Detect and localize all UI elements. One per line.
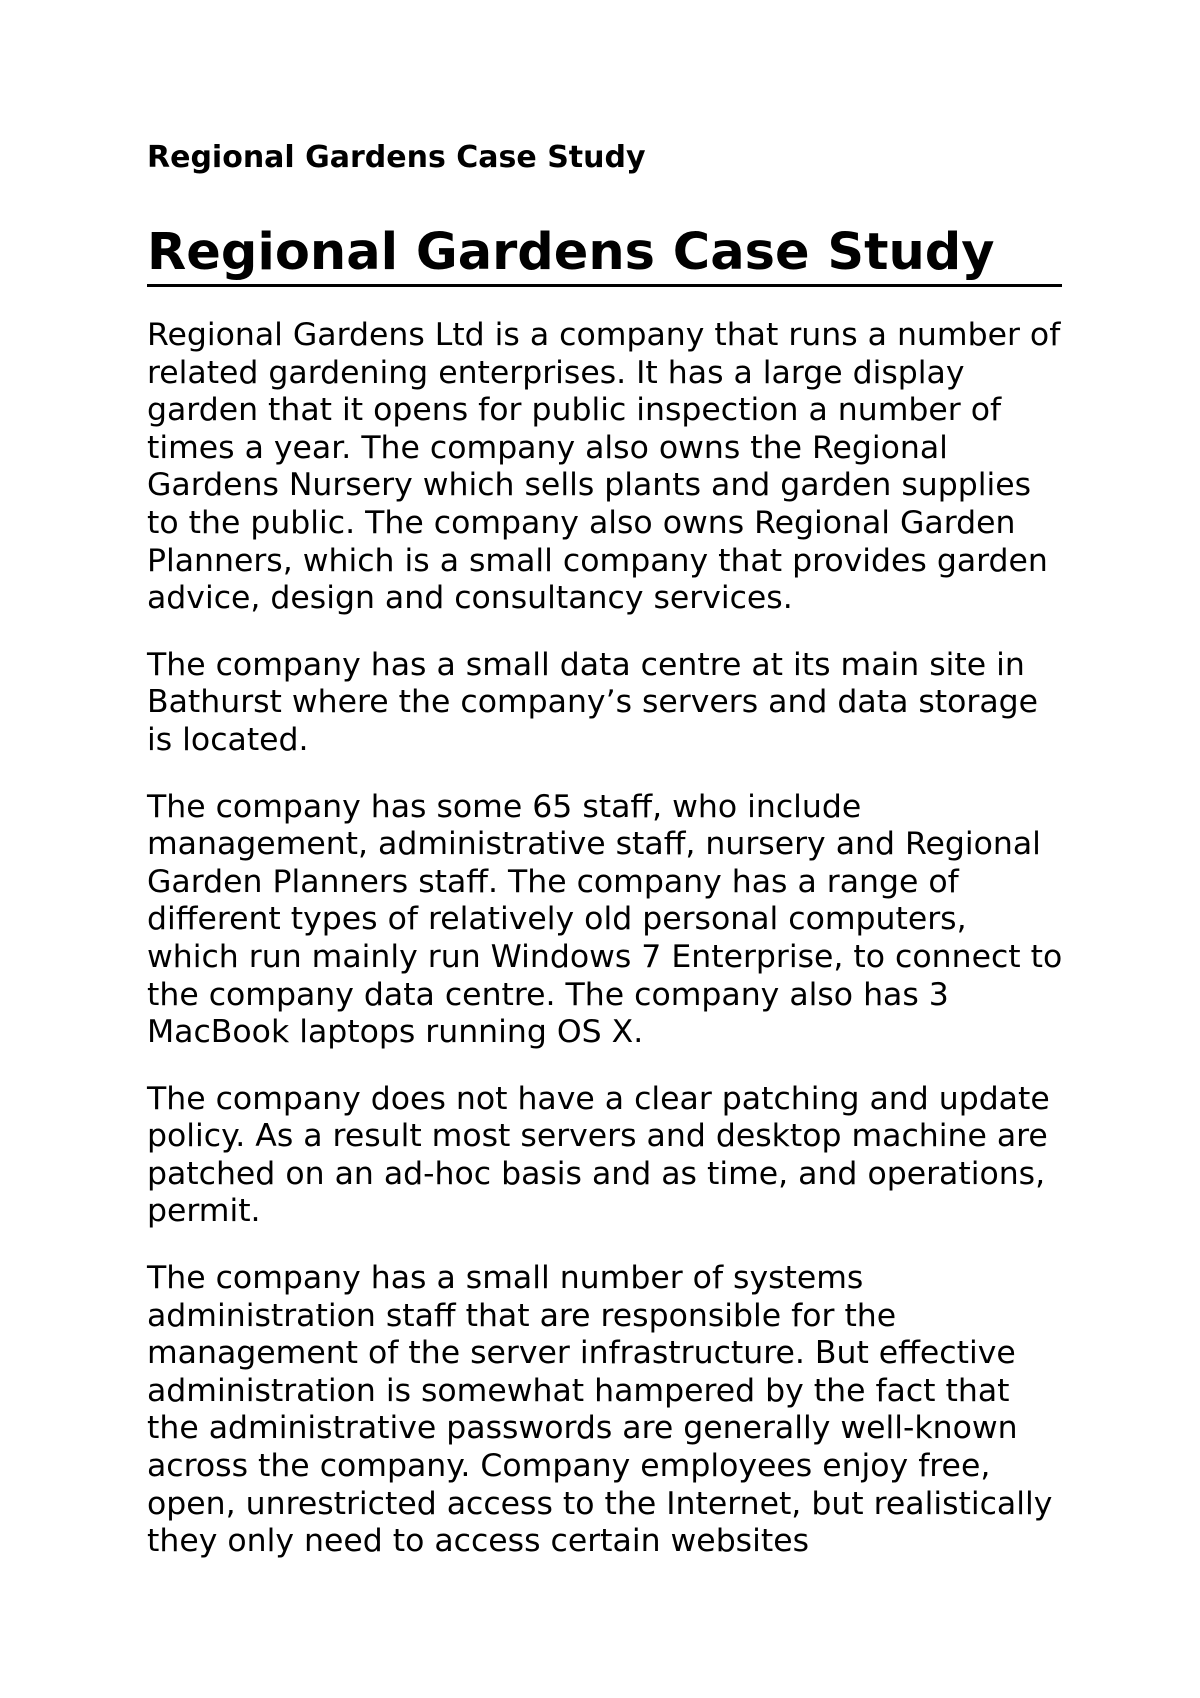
paragraph-administration: The company has a small number of systems administration staff that are responsible for the management of the server infrastructure. But effective administration is somewhat hampered by the fact that the administrative passwords are generally well-known across the company. Company employees enjoy free, open, unrestricted access to the Internet, but realistically they only need to access certain websites: [147, 1260, 1053, 1560]
paragraph-staff-computers: The company has some 65 staff, who include management, administrative staff, nursery and Regional Garden Planners staff. The company has a range of different types of relatively old personal computers, which run mainly run Windows 7 Enterprise, to connect to the company data centre. The company also has 3 MacBook laptops running OS X.: [147, 788, 1063, 1051]
paragraph-data-centre: The company has a small data centre at its main site in Bathurst where the company’s servers and data storage is located.: [147, 646, 1039, 758]
document-title: Regional Gardens Case Study: [147, 224, 1062, 287]
document-header: Regional Gardens Case Study: [147, 140, 646, 175]
paragraph-company-overview: Regional Gardens Ltd is a company that runs a number of related gardening enterprises. It has a large display garden that it opens for public inspection a number of times a year. The company also owns the Regional Gardens Nursery which sells plants and garden supplies to the public. The company also owns Regional Garden Planners, which is a small company that provides garden advice, design and consultancy services.: [147, 317, 1061, 617]
paragraph-patching-policy: The company does not have a clear patching and update policy. As a result most servers and desktop machine are patched on an ad-hoc basis and as time, and operations, permit.: [147, 1080, 1050, 1230]
document-page: [147, 140, 1067, 1561]
